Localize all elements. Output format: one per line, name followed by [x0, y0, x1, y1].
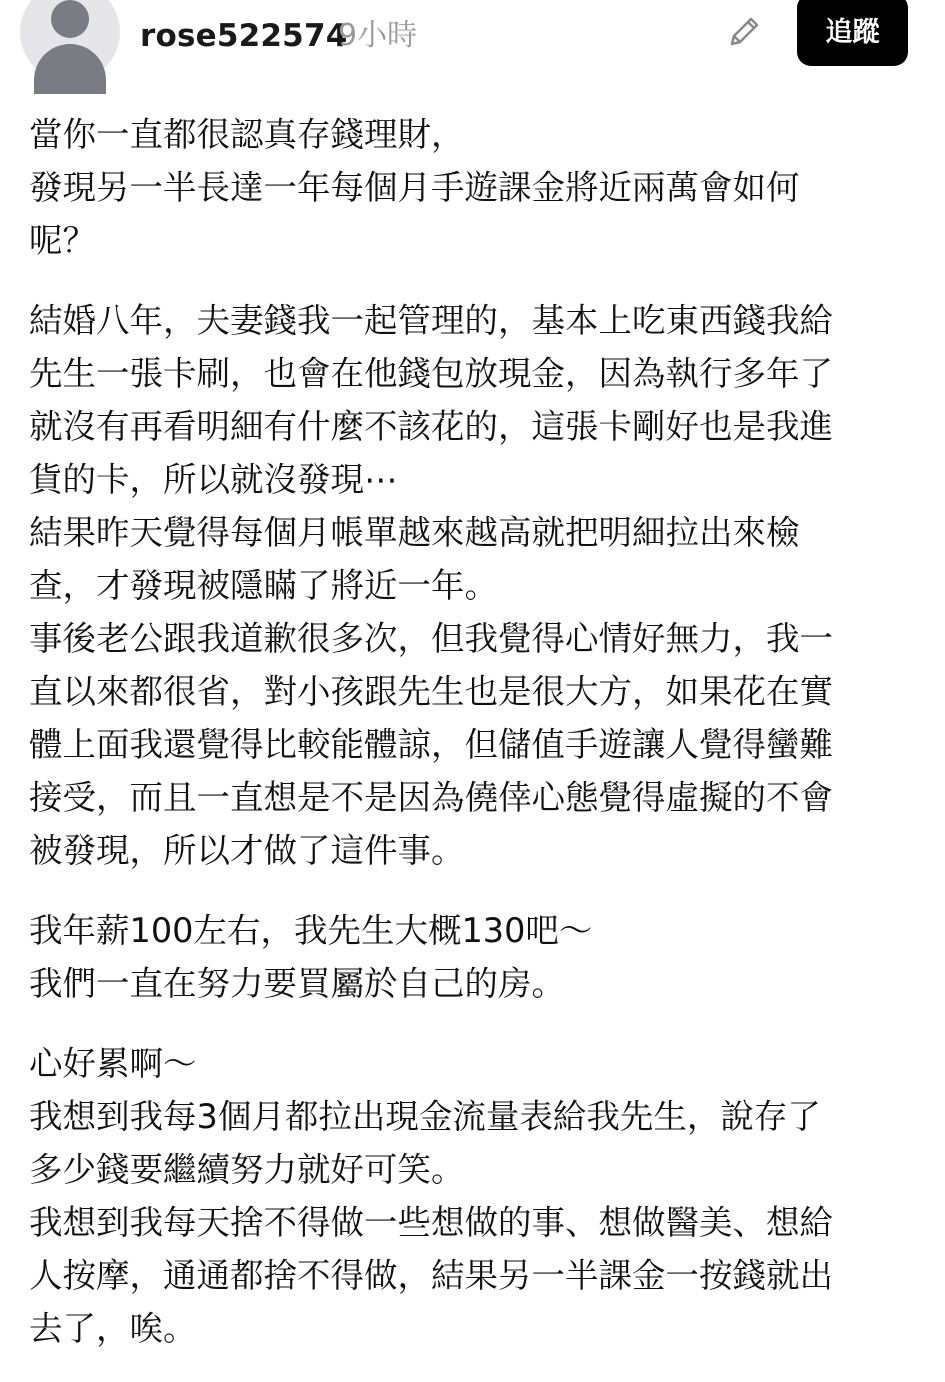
post-text-line: 直以來都很省，對小孩跟先生也是很大方，如果花在實: [29, 672, 833, 711]
post-timestamp: 9小時: [338, 18, 418, 53]
post-text-line: 結婚八年，夫妻錢我一起管理的，基本上吃東西錢我給: [29, 301, 833, 340]
post-text-line: 發現另一半長達一年每個月手遊課金將近兩萬會如何: [29, 168, 800, 207]
post-text-line: 心好累啊～: [29, 1044, 197, 1083]
post-body: [29, 108, 909, 1382]
post-paragraph: [29, 904, 909, 1010]
post-text-line: 貨的卡，所以就沒發現⋯: [29, 460, 398, 499]
post-text-line: 人按摩，通通都捨不得做，結果另一半課金一按錢就出: [29, 1256, 833, 1295]
post-text-line: 接受，而且一直想是不是因為僥倖心態覺得虛擬的不會: [29, 778, 833, 817]
edit-button[interactable]: [724, 12, 764, 52]
avatar[interactable]: [20, 0, 120, 82]
post-text-line: 我想到我每天捨不得做一些想做的事、想做醫美、想給: [29, 1203, 833, 1242]
pencil-icon: [724, 12, 764, 52]
username-link[interactable]: rose522574: [140, 18, 348, 54]
post-text-line: 結果昨天覺得每個月帳單越來越高就把明細拉出來檢: [29, 513, 800, 552]
post-text-line: 我們一直在努力要買屬於自己的房。: [29, 964, 565, 1003]
post-text-line: 我想到我每3個月都拉出現金流量表給我先生，說存了: [29, 1097, 821, 1136]
post-text-line: 多少錢要繼續努力就好可笑。: [29, 1150, 465, 1189]
post-text-line: 事後老公跟我道歉很多次，但我覺得心情好無力，我一: [29, 619, 833, 658]
post-text-line: 查，才發現被隱瞞了將近一年。: [29, 566, 498, 605]
post-text-line: 就沒有再看明細有什麼不該花的，這張卡剛好也是我進: [29, 407, 833, 446]
follow-button[interactable]: 追蹤: [797, 0, 908, 66]
post-text-line: 當你一直都很認真存錢理財，: [29, 115, 465, 154]
post-text-line: 我年薪100左右，我先生大概130吧～: [29, 911, 593, 950]
post-text-line: 被發現，所以才做了這件事。: [29, 831, 465, 870]
post-text-line: 體上面我還覺得比較能體諒，但儲值手遊讓人覺得蠻難: [29, 725, 833, 764]
post-paragraph: [29, 1037, 909, 1355]
post-paragraph: [29, 108, 909, 267]
post-paragraph: [29, 294, 909, 877]
avatar-body-shape: [34, 44, 106, 94]
post-text-line: 去了，唉。: [29, 1309, 197, 1348]
post-text-line: 先生一張卡刷，也會在他錢包放現金，因為執行多年了: [29, 354, 833, 393]
default-user-avatar-icon: [51, 0, 89, 38]
post-text-line: 呢？: [29, 221, 96, 260]
post-header: [0, 0, 945, 90]
